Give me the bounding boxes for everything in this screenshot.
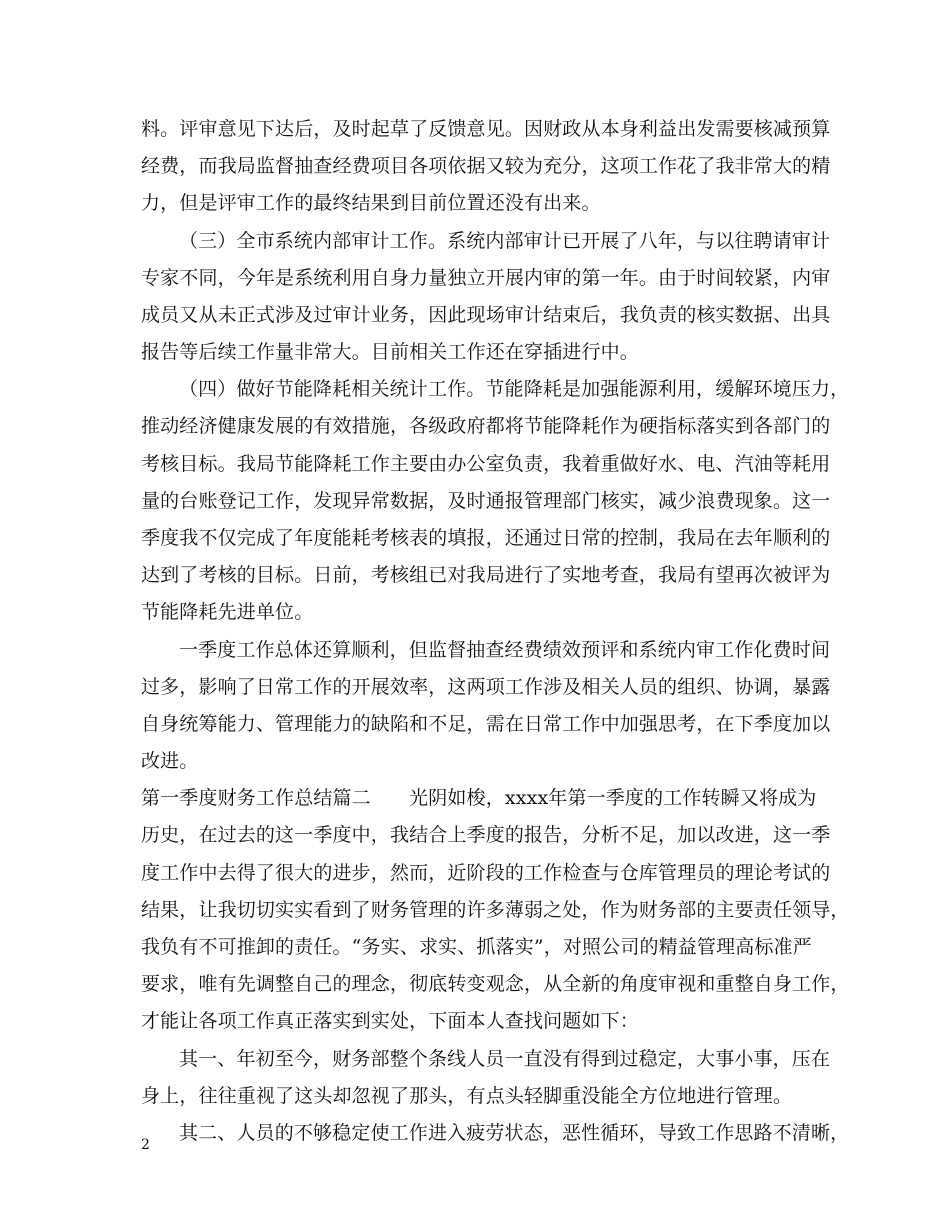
text-line: 节能降耗先进单位。 [141, 601, 314, 623]
text-line: 力，但是评审工作的最终结果到目前位置还没有出来。 [141, 192, 601, 214]
text-line: 经费，而我局监督抽查经费项目各项依据又较为充分，这项工作花了我非常大的精 [141, 155, 831, 177]
text-line: 结果，让我切切实实看到了财务管理的许多薄弱之处，作为财务部的主要责任领导， [141, 899, 850, 921]
text-line: 其一、年初至今，财务部整个条线人员一直没有得到过稳定，大事小事，压在 [179, 1048, 831, 1070]
text-line: 一季度工作总体还算顺利，但监督抽查经费绩效预评和系统内审工作化费时间 [179, 639, 831, 661]
text-line: 要求，唯有先调整自己的理念，彻底转变观念，从全新的角度审视和重整自身工作， [141, 973, 850, 995]
text-line: （三）全市系统内部审计工作。系统内部审计已开展了八年，与以往聘请审计 [179, 230, 831, 252]
text-line: 达到了考核的目标。日前，考核组已对我局进行了实地考查，我局有望再次被评为 [141, 564, 831, 586]
text-line: 报告等后续工作量非常大。目前相关工作还在穿插进行中。 [141, 341, 639, 363]
text-line: 改进。 [141, 750, 199, 772]
section-heading-line: 第一季度财务工作总结篇二 光阴如梭，xxxx年第一季度的工作转瞬又将成为 [141, 787, 817, 809]
text-line: 度工作中去得了很大的进步，然而，近阶段的工作检查与仓库管理员的理论考试的 [141, 862, 831, 884]
text-line: 历史，在过去的这一季度中，我结合上季度的报告，分析不足，加以改进，这一季 [141, 824, 831, 846]
text-line: 过多，影响了日常工作的开展效率，这两项工作涉及相关人员的组织、协调，暴露 [141, 676, 831, 698]
text-line: 推动经济健康发展的有效措施，各级政府都将节能降耗作为硬指标落实到各部门的 [141, 415, 831, 437]
page-number: 2 [141, 1137, 150, 1153]
text-line: 考核目标。我局节能降耗工作主要由办公室负责，我着重做好水、电、汽油等耗用 [141, 453, 831, 475]
text-line: 身上，往往重视了这头却忽视了那头，有点头轻脚重没能全方位地进行管理。 [141, 1085, 793, 1107]
text-line: 其二、人员的不够稳定使工作进入疲劳状态，恶性循环，导致工作思路不清晰， [179, 1122, 850, 1144]
text-line: 专家不同，今年是系统利用自身力量独立开展内审的第一年。由于时间较紧，内审 [141, 267, 831, 289]
text-line: 料。评审意见下达后，及时起草了反馈意见。因财政从本身利益出发需要核减预算 [141, 118, 831, 140]
text-line: 成员又从未正式涉及过审计业务，因此现场审计结束后，我负责的核实数据、出具 [141, 304, 831, 326]
text-line: 自身统筹能力、管理能力的缺陷和不足，需在日常工作中加强思考，在下季度加以 [141, 713, 831, 735]
text-line: （四）做好节能降耗相关统计工作。节能降耗是加强能源利用，缓解环境压力， [179, 378, 850, 400]
text-line: 我负有不可推卸的责任。“务实、求实、抓落实”，对照公司的精益管理高标准严 [141, 936, 812, 958]
text-line: 才能让各项工作真正落实到实处，下面本人查找问题如下： [141, 1010, 639, 1032]
text-line: 季度我不仅完成了年度能耗考核表的填报，还通过日常的控制，我局在去年顺利的 [141, 527, 831, 549]
text-line: 量的台账登记工作，发现异常数据，及时通报管理部门核实，减少浪费现象。这一 [141, 490, 831, 512]
